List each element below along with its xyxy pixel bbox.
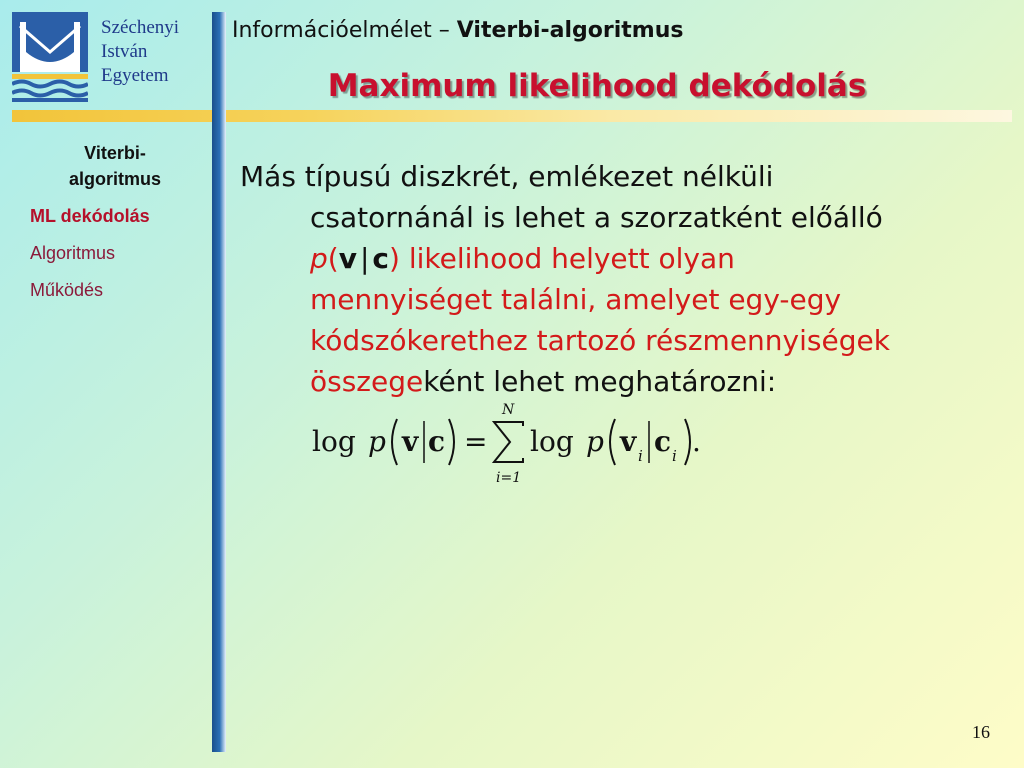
formula-bar-2 bbox=[646, 421, 652, 463]
nav-current-section bbox=[20, 140, 210, 192]
university-name-line1: Széchenyi bbox=[101, 17, 180, 38]
formula-period: . bbox=[692, 425, 701, 458]
slide-body bbox=[240, 156, 1000, 402]
vector-c: c bbox=[372, 242, 390, 275]
given-bar: | bbox=[359, 242, 370, 275]
summation-icon bbox=[492, 420, 526, 464]
slide-title: Maximum likelihood dekódolás bbox=[327, 68, 867, 104]
body-line-3 bbox=[240, 238, 1000, 279]
body-line-4: mennyiséget találni, amelyet egy-egy bbox=[310, 283, 842, 316]
university-name-line2: István bbox=[101, 41, 148, 62]
header-divider-bar bbox=[12, 110, 1012, 122]
sum-lower-limit: i=1 bbox=[496, 470, 522, 486]
paren-open: ( bbox=[327, 242, 339, 275]
formula-p-2: p bbox=[586, 425, 604, 458]
body-line-5: kódszókerethez tartozó részmennyiségek bbox=[310, 324, 890, 357]
body-line-6 bbox=[240, 361, 1000, 402]
formula-c-subscript: i bbox=[672, 447, 677, 465]
formula-equals: = bbox=[464, 425, 488, 458]
formula-log-1: log bbox=[312, 425, 356, 458]
body-line-6-red: összege bbox=[310, 365, 424, 398]
formula-c: c bbox=[428, 425, 446, 458]
likelihood-rest: likelihood helyett olyan bbox=[399, 242, 735, 275]
page-number: 16 bbox=[972, 722, 990, 742]
university-name bbox=[101, 16, 211, 88]
body-line-2: csatornánál is lehet a szorzatként előálló bbox=[310, 201, 883, 234]
bridge-logo-icon bbox=[12, 12, 88, 102]
nav-item-algoritmus[interactable]: Algoritmus bbox=[30, 243, 116, 263]
vector-v: v bbox=[338, 242, 357, 275]
formula-paren-open-1 bbox=[386, 417, 400, 467]
formula-c-i: c bbox=[654, 425, 672, 458]
formula-bar-1 bbox=[421, 421, 427, 463]
formula-paren-open-2 bbox=[604, 417, 618, 467]
paren-close: ) bbox=[389, 242, 400, 275]
formula-v-i: v bbox=[620, 425, 637, 458]
body-line-1: Más típusú diszkrét, emlékezet nélküli bbox=[240, 160, 774, 193]
sidebar-divider-bar bbox=[212, 12, 226, 752]
nav-item-ml-dekodolas[interactable]: ML dekódolás bbox=[30, 206, 150, 226]
formula-p-1: p bbox=[368, 425, 386, 458]
likelihood-p: p bbox=[310, 242, 328, 275]
subject-topic: Viterbi-algoritmus bbox=[456, 18, 684, 43]
university-logo bbox=[12, 12, 88, 102]
formula-log-2: log bbox=[530, 425, 574, 458]
nav-item-mukodes[interactable]: Működés bbox=[30, 280, 104, 300]
nav-current-line2: algoritmus bbox=[68, 169, 161, 189]
subject-label: Információelmélet – bbox=[232, 18, 450, 43]
nav-current-line1: Viterbi- bbox=[84, 143, 146, 163]
log-likelihood-formula bbox=[312, 402, 732, 495]
subject-heading bbox=[232, 18, 684, 43]
sidebar-nav bbox=[20, 140, 210, 301]
university-name-line3: Egyetem bbox=[101, 65, 169, 86]
formula-paren-close-1 bbox=[446, 417, 460, 467]
sum-upper-limit: N bbox=[502, 402, 515, 418]
body-line-6-rest: ként lehet meghatározni: bbox=[423, 365, 777, 398]
formula-v-subscript: i bbox=[638, 447, 643, 465]
formula-v: v bbox=[402, 425, 419, 458]
